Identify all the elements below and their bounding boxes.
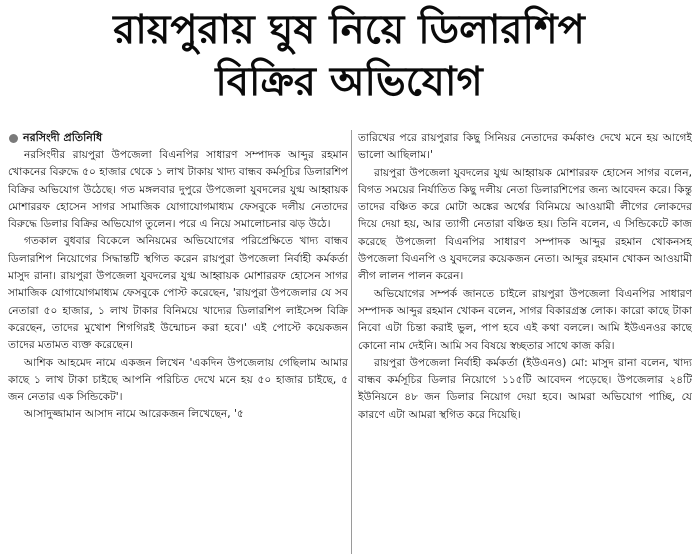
paragraph: রায়পুরা উপজেলা নির্বাহী কর্মকর্তা (ইউএনও) মো: মাসুদ রানা বলেন, খাদ্য বান্ধব কর্মসূচির ডিলার নিয়োগে ১১৫টি আবেদন পড়েছে। উপজেলার ২৪টি ইউনিয়নে ৪৮ জন ডিলার নিয়োগ দেয়া হবে। আমরা অভিযোগ পাচ্ছি, যে কারণে এটা আমরা স্থগিত করে দিয়েছি। bbox=[358, 356, 692, 421]
column-right bbox=[358, 130, 692, 554]
column-left bbox=[8, 130, 348, 554]
article-body bbox=[8, 130, 692, 554]
column-divider bbox=[351, 130, 352, 554]
byline-text: নরসিংদী প্রতিনিধি bbox=[23, 131, 103, 144]
paragraph: গতকাল বুধবার বিকেলে অনিয়মের অভিযোগের পরিপ্রেক্ষিতে খাদ্য বান্ধব ডিলারশিপ নিয়োগের সিদ্ধান্তটি স্থগিত করেন রায়পুরা উপজেলা নির্বাহী কর্মকর্তা মাসুদ রানা। রায়পুরা উপজেলা যুবদলের যুগ্ম আহ্বায়ক মোশাররফ হোসেন সাগর সামাজিক যোগাযোগমাধ্যম ফেসবুকে পোস্ট করেছেন, 'রায়পুরা উপজেলার যে সব নেতারা ৫০ হাজার, ১ লাখ টাকার বিনিময়ে খাদ্যের ডিলারশিপ লাইসেন্স বিক্রি করেছেন, তাদের মুখোশ শিগগিরই উন্মোচন করা হবে।' এই পোস্টে কয়েকজন তাদের মতামত ব্যক্ত করেছেন। bbox=[8, 235, 348, 352]
byline bbox=[8, 130, 348, 146]
paragraph: আশিক আহমেদ নামে একজন লিখেন 'একদিন উপজেলায় গেছিলাম আমার কাছে ১ লাখ টাকা চাইছে আপনি পরিচিত দেখে মনে হয় ৫০ হাজার চাইছে, ৫ জন নেতার এক সিন্ডিকেট'। bbox=[8, 356, 348, 404]
headline-line-1: রায়পুরায় ঘুষ নিয়ে ডিলারশিপ bbox=[113, 7, 585, 53]
paragraph: তারিখের পরে রায়পুরার কিছু সিনিয়র নেতাদের কর্মকাণ্ড দেখে মনে হয় আগেই ভালো আছিলাম।' bbox=[358, 132, 692, 162]
paragraph: আসাদুজ্জামান আসাদ নামে আরেকজন লিখেছেন, '৫ bbox=[24, 408, 244, 421]
headline-line-2: বিক্রির অভিযোগ bbox=[215, 59, 483, 105]
paragraph: অভিযোগের সম্পর্ক জানতে চাইলে রায়পুরা উপজেলা বিএনপির সাধারণ সম্পাদক আব্দুর রহমান খোকন বলেন, সাগর বিকারগ্রস্ত লোক। কারো কাছে টাকা নিবো এটা চিন্তা করাই ভুল, পাপ হবে এই কথা বললে। আমি ইউএনওর কাছে কোনো নাম দেইনি। আমি সব বিষয়ে স্বচ্ছতার সাথে কাজ করি। bbox=[358, 287, 692, 352]
bullet-icon bbox=[9, 134, 18, 143]
paragraph: নরসিংদীর রায়পুরা উপজেলা বিএনপির সাধারণ সম্পাদক আব্দুর রহমান খোকনের বিরুদ্ধে ৫০ হাজার থেকে ১ লাখ টাকায় খাদ্য বান্ধব কর্মসূচির ডিলারশিপ বিক্রির অভিযোগ উঠেছে। গত মঙ্গলবার দুপুরে উপজেলা যুবদলের যুগ্ম আহ্বায়ক মোশাররফ হোসেন সাগর সামাজিক যোগাযোগমাধ্যম ফেসবুকে দলীয় নেতাদের বিরুদ্ধে ডিলার বিক্রির অভিযোগ তুলেন। পরে এ নিয়ে সমালোচনার ঝড় উঠে। bbox=[8, 149, 348, 231]
paragraph: রায়পুরা উপজেলা যুবদলের যুগ্ম আহ্বায়ক মোশাররফ হোসেন সাগর বলেন, বিগত সময়ের নির্যাতিত কিছু দলীয় নেতা ডিলারশিপের জন্য আবেদন করে। কিন্তু তাদের বঞ্চিত করে মোটা অঙ্কের অর্থের বিনিময়ে আওয়ামী লীগের লোকদের দিয়ে দেয়া হয়, আর ত্যাগী নেতারা বঞ্চিত হয়। তিনি বলেন, এ সিন্ডিকেটে কাজ করেছে উপজেলা বিএনপির সাধারণ সম্পাদক আব্দুর রহমান খোকনসহ উপজেলা বিএনপি ও যুবদলের কয়েকজন নেতা। আব্দুর রহমান খোকন আওয়ামী লীগ লালন পালন করেন। bbox=[358, 166, 692, 283]
headline bbox=[0, 4, 698, 108]
